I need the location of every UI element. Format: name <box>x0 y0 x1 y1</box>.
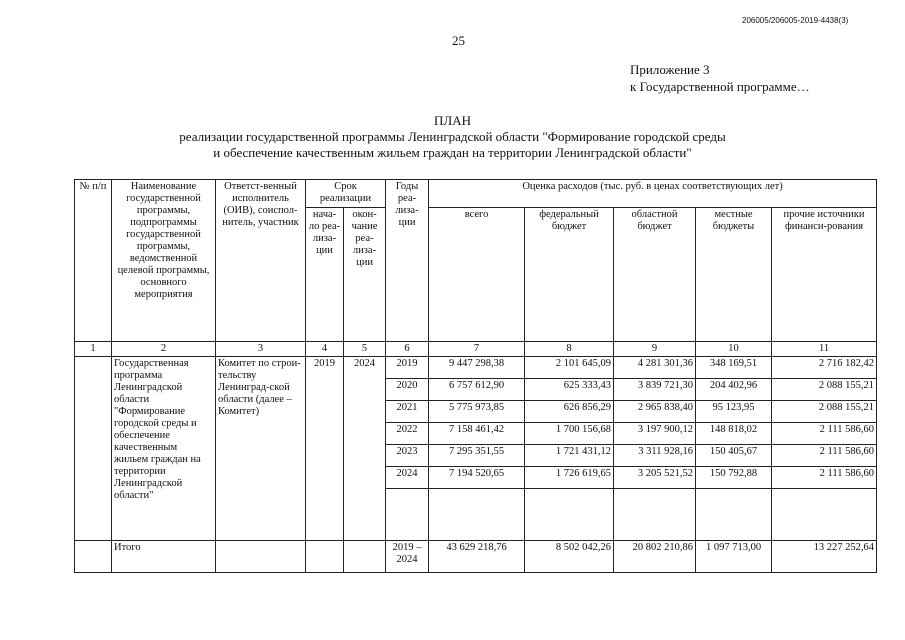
row-local: 150 405,67 <box>696 445 772 467</box>
header-costs: Оценка расходов (тыс. руб. в ценах соответствующих лет) <box>429 180 877 208</box>
row-regional: 2 965 838,40 <box>614 401 696 423</box>
row-other: 2 111 586,60 <box>772 467 877 489</box>
row-other: 2 111 586,60 <box>772 423 877 445</box>
row-year: 2021 <box>386 401 429 423</box>
table-row <box>75 357 877 379</box>
row-total: 7 158 461,42 <box>429 423 525 445</box>
total-years: 2019 – 2024 <box>386 541 429 573</box>
row-local: 148 818,02 <box>696 423 772 445</box>
empty-cell <box>386 489 429 541</box>
header-other: прочие источники финанси-рования <box>772 208 877 342</box>
total-local: 1 097 713,00 <box>696 541 772 573</box>
page-number: 25 <box>452 33 465 48</box>
column-number-row <box>75 342 877 357</box>
program-executor: Комитет по строи-тельству Ленинград-ской области (далее – Комитет) <box>216 357 306 541</box>
empty-cell <box>772 489 877 541</box>
row-federal: 2 101 645,09 <box>525 357 614 379</box>
header-row-1 <box>75 180 877 208</box>
column-number: 9 <box>614 342 696 357</box>
total-federal: 8 502 042,26 <box>525 541 614 573</box>
header-total: всего <box>429 208 525 342</box>
header-name: Наименование государственной программы, подпрограммы государственной программы, ведомственной целевой программы, основного мероприятия <box>112 180 216 342</box>
title-heading: ПЛАН <box>434 113 471 128</box>
row-year: 2020 <box>386 379 429 401</box>
row-total: 7 194 520,65 <box>429 467 525 489</box>
column-number: 4 <box>306 342 344 357</box>
row-total: 5 775 973,85 <box>429 401 525 423</box>
row-regional: 3 839 721,30 <box>614 379 696 401</box>
header-start: нача-ло реа-лиза-ции <box>306 208 344 342</box>
column-number: 10 <box>696 342 772 357</box>
row-local: 150 792,88 <box>696 467 772 489</box>
header-federal: федеральный бюджет <box>525 208 614 342</box>
row-federal: 1 700 156,68 <box>525 423 614 445</box>
row-total: 6 757 612,90 <box>429 379 525 401</box>
column-number: 3 <box>216 342 306 357</box>
header-period: Срок реализации <box>306 180 386 208</box>
document-id: 206005/206005-2019-4438(3) <box>742 16 849 25</box>
row-other: 2 088 155,21 <box>772 379 877 401</box>
row-year: 2023 <box>386 445 429 467</box>
row-num-cell <box>75 357 112 541</box>
program-start: 2019 <box>306 357 344 541</box>
row-federal: 1 721 431,12 <box>525 445 614 467</box>
row-total: 7 295 351,55 <box>429 445 525 467</box>
row-other: 2 088 155,21 <box>772 401 877 423</box>
row-regional: 4 281 301,36 <box>614 357 696 379</box>
empty-cell <box>429 489 525 541</box>
header-local: местные бюджеты <box>696 208 772 342</box>
header-num: № п/п <box>75 180 112 342</box>
total-sum: 43 629 218,76 <box>429 541 525 573</box>
total-other: 13 227 252,64 <box>772 541 877 573</box>
row-federal: 626 856,29 <box>525 401 614 423</box>
plan-table <box>74 179 877 573</box>
total-label: Итого <box>112 541 216 573</box>
row-local: 95 123,95 <box>696 401 772 423</box>
empty-cell <box>344 541 386 573</box>
header-executor: Ответст-венный исполнитель (ОИВ), соиспол-нитель, участник <box>216 180 306 342</box>
total-regional: 20 802 210,86 <box>614 541 696 573</box>
empty-cell <box>216 541 306 573</box>
row-other: 2 111 586,60 <box>772 445 877 467</box>
column-number: 11 <box>772 342 877 357</box>
empty-cell <box>614 489 696 541</box>
title-line-1: реализации государственной программы Ленинградской области "Формирование городской среды <box>179 129 726 144</box>
document-title <box>0 113 905 161</box>
header-regional: областной бюджет <box>614 208 696 342</box>
row-local: 348 169,51 <box>696 357 772 379</box>
row-other: 2 716 182,42 <box>772 357 877 379</box>
total-row <box>75 541 877 573</box>
title-line-2: и обеспечение качественным жильем граждан на территории Ленинградской области" <box>213 145 692 160</box>
row-year: 2022 <box>386 423 429 445</box>
program-name: Государственная программа Ленинградской области "Формирование городской среды и обеспечение качественным жильем граждан на территории Ленинградской области" <box>112 357 216 541</box>
empty-cell <box>525 489 614 541</box>
row-total: 9 447 298,38 <box>429 357 525 379</box>
column-number: 7 <box>429 342 525 357</box>
appendix-label <box>630 61 810 95</box>
column-number: 8 <box>525 342 614 357</box>
empty-cell <box>696 489 772 541</box>
row-year: 2019 <box>386 357 429 379</box>
appendix-line-2: к Государственной программе… <box>630 79 810 94</box>
row-regional: 3 311 928,16 <box>614 445 696 467</box>
appendix-line-1: Приложение 3 <box>630 62 710 77</box>
program-end: 2024 <box>344 357 386 541</box>
header-end: окон-чание реа-лиза-ции <box>344 208 386 342</box>
empty-cell <box>306 541 344 573</box>
column-number: 6 <box>386 342 429 357</box>
row-federal: 625 333,43 <box>525 379 614 401</box>
row-regional: 3 197 900,12 <box>614 423 696 445</box>
row-year: 2024 <box>386 467 429 489</box>
header-years: Годы реа-лиза-ции <box>386 180 429 342</box>
column-number: 1 <box>75 342 112 357</box>
row-regional: 3 205 521,52 <box>614 467 696 489</box>
column-number: 2 <box>112 342 216 357</box>
empty-cell <box>75 541 112 573</box>
row-federal: 1 726 619,65 <box>525 467 614 489</box>
column-number: 5 <box>344 342 386 357</box>
row-local: 204 402,96 <box>696 379 772 401</box>
